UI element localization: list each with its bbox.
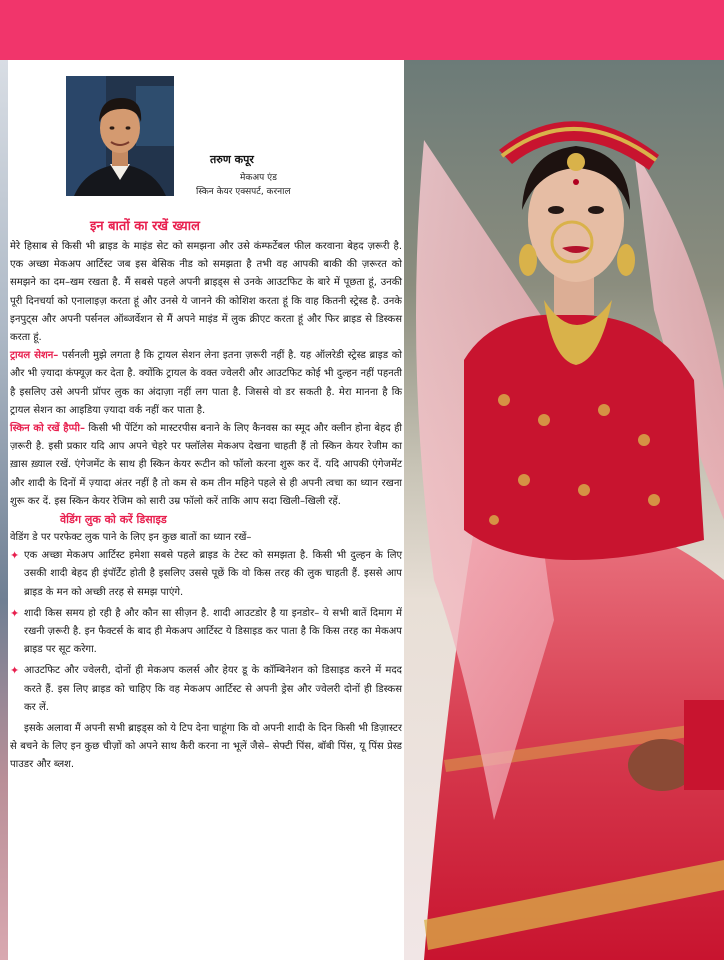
list-item (10, 605, 402, 660)
tip-text: शादी किस समय हो रही है और कौन सा सीज़न है. शादी आउटडोर है या इनडोर– ये सभी बातें दिमाग में रखनी ज़रूरी है. इन फैक्टर्स के बाद ही मेकअप आर्टिस्ट ये डिसाइड कर पाता है कि किस तरह का मेकअप ब्राइड पर सूट करेगा. (24, 607, 402, 656)
skin-care-paragraph (10, 420, 402, 511)
bride-illustration (404, 60, 724, 960)
left-edge-image-strip (0, 60, 8, 960)
trial-session-text: पर्सनली मुझे लगता है कि ट्रायल सेशन लेना इतना ज़रूरी नहीं है. यह ऑलरेडी स्ट्रेस्ड ब्राइड को और भी ज़्यादा कंफ्यूज़ कर देता है. क्योंकि ट्रायल के वक्त ज्वेलरी और आउटफिट कोई भी दुल्हन नहीं पहनती है इसलिए उसे अपनी प्रॉपर लुक का अंदाज़ा नहीं लग पाता है. जिससे वो डर सकती है. मेरा मानना है कि ट्रायल सेशन का आइडिया ज़्यादा वर्क नहीं कर पाता है. (10, 350, 402, 416)
tip-text: आउटफिट और ज्वेलरी, दोनों ही मेकअप कलर्स और हेयर डू के कॉम्बिनेशन को डिसाइड करने में मदद करते हैं. इस लिए ब्राइड को चाहिए कि वह मेकअप आर्टिस्ट से अपनी ड्रेस और ज्वेलरी दोनों ही डिस्कस कर लें. (24, 665, 402, 713)
wedding-look-heading: वेडिंग लुक को करें डिसाइड (60, 513, 167, 527)
closing-paragraph: इसके अलावा मैं अपनी सभी ब्राइड्स को ये टिप देना चाहूंगा कि वो अपनी शादी के दिन किसी भी डिज़ास्टर से बचने के लिए इन कुछ चीज़ों को अपने साथ कैरी करना ना भूलें जैसे– सेफ्टी पिंस, बॉबी पिंस, यू पिंस प्रेस्ड पाउडर और ब्लश. (10, 723, 402, 771)
bride-photo (404, 60, 724, 960)
skin-care-text: किसी भी पेंटिंग को मास्टरपीस बनाने के लिए कैनवस का स्मूद और क्लीन होना बेहद ही ज़रूरी है. इसी प्रकार यदि आप अपने चेहरे पर फ्लॉलेस मेकअप देखना चाहती हैं तो स्किन केयर रेजीम का ख़ास ख़्याल रखें. एंगेजमेंट के साथ ही स्किन केयर रूटीन को फॉलो करना शुरू कर दें. यदि आपकी एंगेजमेंट और शादी के दिनों में ज़्यादा अंतर नहीं है तो कम से कम तीन महिने पहले से ही अपनी त्वचा का ध्यान रखना शुरू कर दें. इस स्किन केयर रेजिम को सारी उम्र फॉलो करें ताकि आप सदा खिली–खिली रहें. (10, 423, 402, 507)
top-color-band (0, 0, 724, 60)
article-body (10, 238, 402, 775)
tip-text: एक अच्छा मेकअप आर्टिस्ट हमेशा सबसे पहले ब्राइड के टेस्ट को समझता है. किसी भी दुल्हन के लिए उसकी शादी बेहद ही इंपॉर्टेंट होती है इसलिए उससे पूछें कि वो किस तरह की लुक चाहती हैं. इससे आप ब्राइड के मन को अच्छी तरह से समझ पाएंगे. (24, 550, 402, 598)
bullet-icon: ✦ (10, 664, 20, 678)
bullet-icon: ✦ (10, 606, 20, 620)
trial-session-heading: ट्रायल सेशन– (10, 350, 59, 362)
article-column (10, 60, 402, 960)
tips-list (10, 547, 402, 717)
author-role-line-2: स्किन केयर एक्सपर्ट, करनाल (196, 187, 291, 197)
section-title: इन बातों का रखें ख्याल (90, 219, 200, 234)
wedding-look-intro: वेडिंग डे पर परफेक्ट लुक पाने के लिए इन कुछ बातों का ध्यान रखें– (10, 532, 252, 544)
bullet-icon: ✦ (10, 549, 20, 563)
intro-paragraph: मेरे हिसाब से किसी भी ब्राइड के माइंड सेट को समझना और उसे कंम्फर्टेबल फील करवाना बेहद ज़रूरी है. एक अच्छा मेकअप आर्टिस्ट जब इस बेसिक नीड को समझता है तभी वह आपकी बाकी की ज़रूरत को समझने का दम–खम रखता है. मैं सबसे पहले अपनी ब्राइड्स से उनके आउटफिट के बारे में पूछता हूं, उनकी पूरी दिनचर्या को एनालाइज़ करता हूं और उनसे ये जानने की कोशिश करता हूं कि वाह कितनी स्ट्रेस्ड है. उनके इनपुट्स और अपनी पर्सनल ऑब्जर्वेशन से मैं अपने माइंड में लुक क्रीएट करता हूं और फिर ब्राइड से डिस्कस करता हूं. (10, 241, 402, 344)
author-photo (66, 76, 174, 196)
skin-care-heading: स्किन को रखें हैप्पी– (10, 423, 85, 435)
list-item (10, 662, 402, 717)
author-name: तरुण कपूर (210, 153, 254, 166)
author-role-line-1: मेकअप एंड (240, 173, 277, 183)
trial-session-paragraph (10, 347, 402, 420)
author-portrait-illustration (66, 76, 174, 196)
list-item (10, 547, 402, 602)
